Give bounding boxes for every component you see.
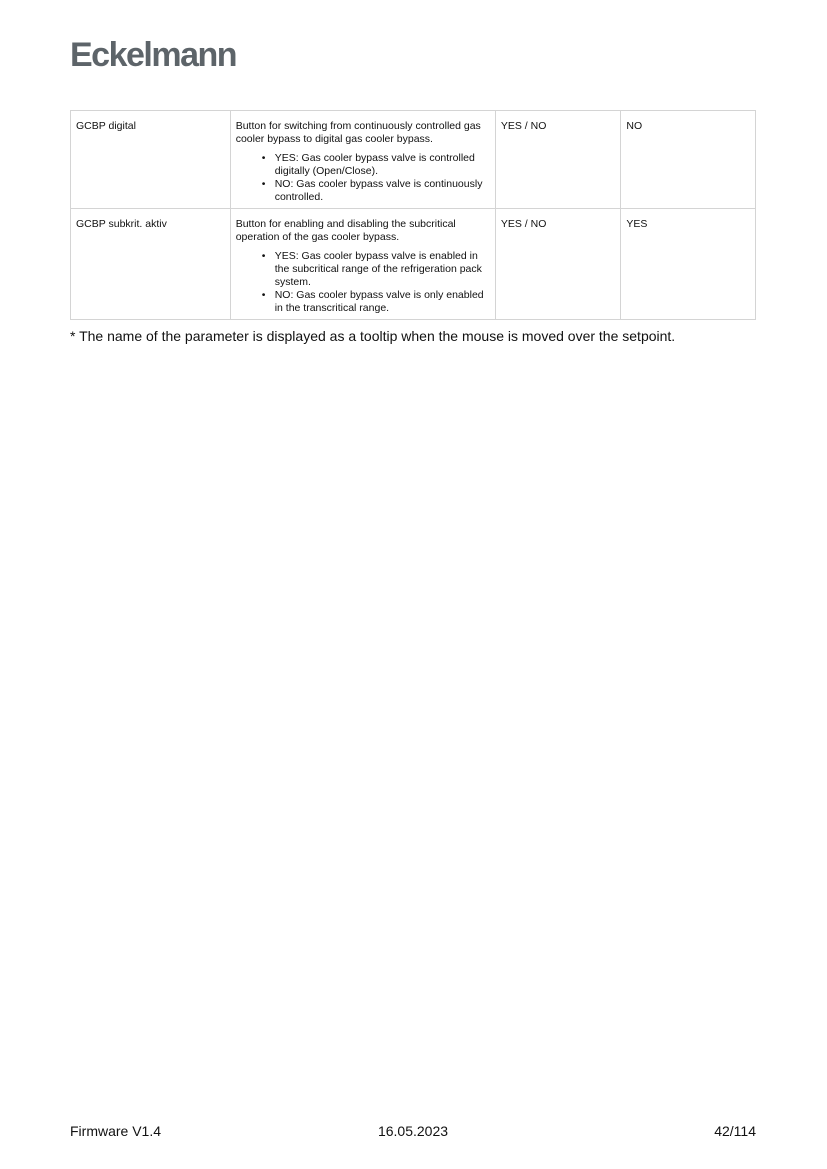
footnote: * The name of the parameter is displayed as a tooltip when the mouse is moved over the setpoint. (70, 328, 676, 344)
list-item: • NO: Gas cooler bypass valve is continuously controlled. (261, 178, 483, 203)
default-value-cell: NO (621, 111, 756, 209)
list-item-text: YES: Gas cooler bypass valve is enabled in the subcritical range of the refrigeration pack system. (274, 250, 482, 288)
default-value-cell: YES (621, 209, 756, 320)
parameter-description: Button for switching from continuously controlled gas cooler bypass to digital gas cooler bypass. (235, 120, 481, 145)
table-row (71, 111, 756, 209)
eckelmann-logo: Eckelmann (70, 36, 237, 74)
value-range-cell: YES / NO (495, 111, 621, 209)
parameter-description-cell (230, 209, 495, 320)
parameter-table (70, 110, 756, 320)
parameter-name-cell: GCBP digital (71, 111, 231, 209)
firmware-version: Firmware V1.4 (70, 1123, 162, 1139)
value-range-cell: YES / NO (495, 209, 621, 320)
table-row (71, 209, 756, 320)
list-item-text: NO: Gas cooler bypass valve is only enabled in the transcritical range. (274, 289, 484, 314)
option-list (236, 152, 493, 204)
parameter-description-cell (230, 111, 495, 209)
parameter-name-cell: GCBP subkrit. aktiv (71, 209, 231, 320)
list-item-text: YES: Gas cooler bypass valve is controlled digitally (Open/Close). (274, 152, 475, 177)
list-item: • YES: Gas cooler bypass valve is controlled digitally (Open/Close). (261, 152, 475, 177)
page-number: 42/114 (714, 1123, 756, 1139)
parameter-description: Button for enabling and disabling the subcritical operation of the gas cooler bypass. (235, 218, 456, 243)
document-date: 16.05.2023 (377, 1123, 449, 1139)
page-footer (70, 1122, 756, 1140)
option-list (236, 250, 493, 315)
list-item: • NO: Gas cooler bypass valve is only enabled in the transcritical range. (261, 289, 484, 314)
list-item-text: NO: Gas cooler bypass valve is continuously controlled. (274, 178, 483, 203)
list-item: • YES: Gas cooler bypass valve is enabled in the subcritical range of the refrigeration pack system. (261, 250, 482, 288)
